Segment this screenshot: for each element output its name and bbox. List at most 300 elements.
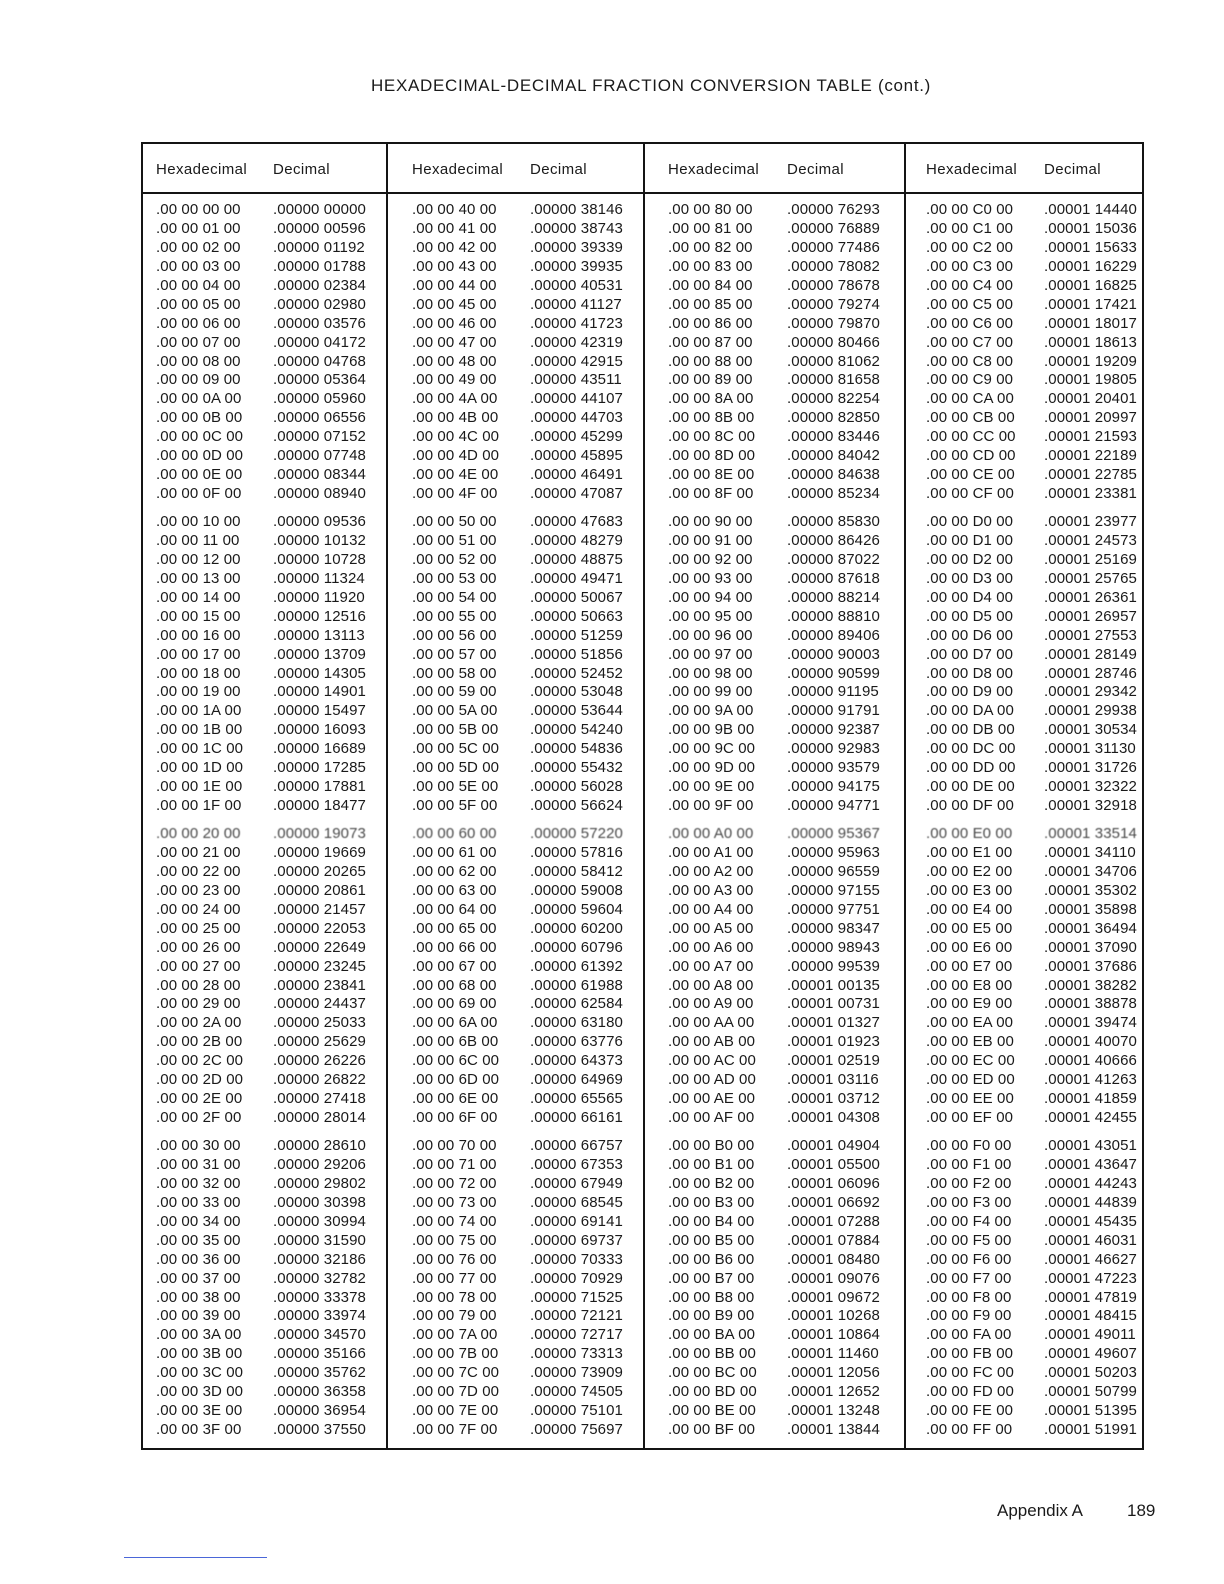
decimal-value: .00000 66757 — [530, 1137, 623, 1154]
decimal-value: .00000 25629 — [273, 1033, 366, 1051]
hex-value: .00 00 90 00 — [668, 513, 753, 530]
hex-value: .00 00 52 00 — [412, 550, 497, 568]
table-row — [906, 1109, 1142, 1128]
hex-value: .00 00 72 00 — [412, 1174, 497, 1192]
table-row — [143, 315, 386, 334]
table-row — [388, 1156, 643, 1175]
decimal-value: .00001 31726 — [1044, 759, 1137, 777]
table-row — [388, 740, 643, 759]
hex-value: .00 00 F4 00 — [926, 1212, 1012, 1230]
table-row — [143, 882, 386, 901]
decimal-value: .00001 28746 — [1044, 664, 1137, 682]
decimal-value: .00001 51395 — [1044, 1402, 1137, 1420]
decimal-value: .00000 65565 — [530, 1090, 623, 1108]
table-row — [645, 1090, 904, 1109]
decimal-value: .00000 88214 — [787, 588, 880, 606]
hex-value: .00 00 46 00 — [412, 314, 497, 332]
table-row — [645, 390, 904, 409]
table-row — [143, 1270, 386, 1289]
hex-value: .00 00 92 00 — [668, 550, 753, 568]
hex-value: .00 00 AF 00 — [668, 1109, 755, 1127]
hex-value: .00 00 AE 00 — [668, 1090, 756, 1108]
hex-value: .00 00 E0 00 — [926, 825, 1013, 842]
hex-value: .00 00 02 00 — [156, 238, 241, 256]
table-row — [906, 1251, 1142, 1270]
decimal-value: .00000 00596 — [273, 219, 366, 237]
hexadecimal-header: Hexadecimal — [926, 161, 1018, 178]
table-row — [143, 702, 386, 721]
hex-value: .00 00 BB 00 — [668, 1345, 756, 1363]
decimal-value: .00001 51991 — [1044, 1421, 1137, 1439]
decimal-value: .00000 56624 — [530, 797, 623, 815]
hex-value: .00 00 36 00 — [156, 1250, 241, 1268]
table-row — [143, 646, 386, 665]
decimal-value: .00000 41127 — [530, 295, 622, 313]
decimal-value: .00000 19669 — [273, 843, 366, 861]
decimal-value: .00000 39935 — [530, 257, 623, 275]
hex-value: .00 00 DD 00 — [926, 759, 1016, 777]
decimal-value: .00001 07884 — [787, 1231, 880, 1249]
table-row — [143, 1090, 386, 1109]
hex-value: .00 00 42 00 — [412, 238, 497, 256]
hex-value: .00 00 F7 00 — [926, 1269, 1012, 1287]
hex-value: .00 00 3A 00 — [156, 1326, 242, 1344]
decimal-value: .00001 26957 — [1044, 607, 1137, 625]
table-row — [143, 513, 386, 532]
decimal-value: .00000 09536 — [273, 513, 366, 530]
table-block — [388, 201, 643, 504]
decimal-value: .00000 87618 — [787, 569, 880, 587]
decimal-value: .00001 09672 — [787, 1288, 880, 1306]
hex-value: .00 00 78 00 — [412, 1288, 497, 1306]
table-row — [143, 258, 386, 277]
decimal-value: .00001 33514 — [1044, 825, 1137, 842]
decimal-value: .00001 11460 — [787, 1345, 879, 1363]
table-row — [906, 646, 1142, 665]
decimal-value: .00001 17421 — [1044, 295, 1137, 313]
decimal-value: .00000 16689 — [273, 740, 366, 758]
decimal-value: .00000 37550 — [273, 1421, 366, 1439]
table-row — [143, 485, 386, 504]
decimal-value: .00000 99539 — [787, 957, 880, 975]
table-row — [388, 1345, 643, 1364]
hex-value: .00 00 A6 00 — [668, 938, 754, 956]
table-row — [388, 1402, 643, 1421]
decimal-value: .00000 54240 — [530, 721, 623, 739]
hex-value: .00 00 30 00 — [156, 1137, 241, 1154]
table-row — [143, 353, 386, 372]
table-row — [388, 371, 643, 390]
decimal-value: .00000 14305 — [273, 664, 366, 682]
decimal-value: .00000 68545 — [530, 1193, 623, 1211]
decimal-value: .00001 45435 — [1044, 1212, 1137, 1230]
hex-value: .00 00 B7 00 — [668, 1269, 755, 1287]
hex-value: .00 00 55 00 — [412, 607, 497, 625]
decimal-value: .00001 06096 — [787, 1174, 880, 1192]
hex-value: .00 00 E4 00 — [926, 900, 1013, 918]
hex-value: .00 00 32 00 — [156, 1174, 241, 1192]
hex-value: .00 00 FD 00 — [926, 1383, 1014, 1401]
decimal-value: .00000 72717 — [530, 1326, 623, 1344]
table-row — [388, 882, 643, 901]
decimal-value: .00000 72121 — [530, 1307, 623, 1325]
table-row — [143, 1402, 386, 1421]
decimal-value: .00000 51259 — [530, 626, 623, 644]
hex-value: .00 00 79 00 — [412, 1307, 497, 1325]
decimal-value: .00000 54836 — [530, 740, 623, 758]
decimal-value: .00001 01923 — [787, 1033, 880, 1051]
hex-value: .00 00 50 00 — [412, 513, 497, 530]
table-block — [906, 513, 1142, 816]
table-row — [143, 759, 386, 778]
hex-value: .00 00 C1 00 — [926, 219, 1014, 237]
decimal-value: .00000 98347 — [787, 919, 880, 937]
hex-value: .00 00 03 00 — [156, 257, 241, 275]
hex-value: .00 00 59 00 — [412, 683, 497, 701]
table-row — [645, 513, 904, 532]
table-row — [143, 1052, 386, 1071]
hex-value: .00 00 C2 00 — [926, 238, 1014, 256]
table-row — [906, 702, 1142, 721]
decimal-value: .00001 50799 — [1044, 1383, 1137, 1401]
table-block — [388, 1137, 643, 1440]
hex-value: .00 00 5F 00 — [412, 797, 498, 815]
hex-value: .00 00 D1 00 — [926, 531, 1014, 549]
hex-value: .00 00 24 00 — [156, 900, 241, 918]
decimal-value: .00001 50203 — [1044, 1364, 1137, 1382]
table-row — [388, 759, 643, 778]
hex-value: .00 00 C3 00 — [926, 257, 1014, 275]
decimal-value: .00000 11324 — [273, 569, 365, 587]
hex-value: .00 00 A7 00 — [668, 957, 754, 975]
decimal-value: .00000 28014 — [273, 1109, 366, 1127]
table-row — [388, 1307, 643, 1326]
table-row — [388, 1213, 643, 1232]
hex-value: .00 00 7D 00 — [412, 1383, 500, 1401]
table-row — [143, 958, 386, 977]
decimal-value: .00000 30398 — [273, 1193, 366, 1211]
hex-value: .00 00 11 00 — [156, 531, 240, 549]
table-row — [143, 466, 386, 485]
decimal-value: .00001 38878 — [1044, 995, 1137, 1013]
hex-value: .00 00 2E 00 — [156, 1090, 243, 1108]
hex-value: .00 00 2A 00 — [156, 1014, 242, 1032]
table-row — [906, 201, 1142, 220]
hex-value: .00 00 F1 00 — [926, 1155, 1012, 1173]
hex-value: .00 00 58 00 — [412, 664, 497, 682]
decimal-value: .00000 48279 — [530, 531, 623, 549]
table-row — [388, 665, 643, 684]
table-row — [645, 844, 904, 863]
hex-value: .00 00 B4 00 — [668, 1212, 755, 1230]
decimal-value: .00001 40070 — [1044, 1033, 1137, 1051]
decimal-value: .00001 39474 — [1044, 1014, 1137, 1032]
hex-value: .00 00 EC 00 — [926, 1052, 1015, 1070]
decimal-value: .00001 15633 — [1044, 238, 1137, 256]
decimal-value: .00000 17285 — [273, 759, 366, 777]
table-row — [906, 1232, 1142, 1251]
decimal-value: .00001 22785 — [1044, 466, 1137, 484]
decimal-value: .00000 81062 — [787, 352, 880, 370]
decimal-value: .00000 63776 — [530, 1033, 623, 1051]
table-row — [906, 353, 1142, 372]
decimal-value: .00000 33378 — [273, 1288, 366, 1306]
hex-value: .00 00 AA 00 — [668, 1014, 755, 1032]
table-row — [645, 1383, 904, 1402]
table-row — [143, 1194, 386, 1213]
hex-value: .00 00 61 00 — [412, 843, 497, 861]
table-row — [906, 1402, 1142, 1421]
decimal-value: .00001 47223 — [1044, 1269, 1137, 1287]
hex-value: .00 00 3B 00 — [156, 1345, 243, 1363]
table-row — [906, 608, 1142, 627]
table-row — [645, 646, 904, 665]
table-row — [645, 627, 904, 646]
hex-value: .00 00 2D 00 — [156, 1071, 244, 1089]
table-row — [645, 1156, 904, 1175]
table-row — [645, 920, 904, 939]
hex-value: .00 00 E2 00 — [926, 862, 1013, 880]
decimal-value: .00001 12652 — [787, 1383, 880, 1401]
decimal-value: .00000 93579 — [787, 759, 880, 777]
table-row — [143, 608, 386, 627]
table-row — [645, 353, 904, 372]
hex-value: .00 00 70 00 — [412, 1137, 497, 1154]
hex-value: .00 00 FA 00 — [926, 1326, 1012, 1344]
table-row — [645, 1137, 904, 1156]
table-row — [388, 1326, 643, 1345]
hex-value: .00 00 0D 00 — [156, 447, 244, 465]
table-row — [143, 1071, 386, 1090]
decimal-value: .00000 97751 — [787, 900, 880, 918]
hex-value: .00 00 2F 00 — [156, 1109, 242, 1127]
decimal-value: .00001 16825 — [1044, 276, 1137, 294]
hex-value: .00 00 F6 00 — [926, 1250, 1012, 1268]
hex-value: .00 00 E5 00 — [926, 919, 1013, 937]
decimal-value: .00000 43511 — [530, 371, 622, 389]
table-row — [388, 721, 643, 740]
table-row — [388, 334, 643, 353]
table-row — [388, 570, 643, 589]
decimal-value: .00000 21457 — [273, 900, 366, 918]
table-row — [143, 428, 386, 447]
decimal-value: .00000 38743 — [530, 219, 623, 237]
hex-value: .00 00 AB 00 — [668, 1033, 756, 1051]
decimal-value: .00001 21593 — [1044, 428, 1137, 446]
table-row — [143, 1345, 386, 1364]
hex-value: .00 00 C4 00 — [926, 276, 1014, 294]
table-row — [906, 532, 1142, 551]
hex-value: .00 00 45 00 — [412, 295, 497, 313]
table-row — [388, 1052, 643, 1071]
scan-artifact-line — [124, 1557, 267, 1558]
decimal-value: .00000 42319 — [530, 333, 623, 351]
hex-value: .00 00 1B 00 — [156, 721, 243, 739]
decimal-value: .00000 78678 — [787, 276, 880, 294]
table-row — [645, 995, 904, 1014]
table-row — [906, 977, 1142, 996]
table-row — [645, 778, 904, 797]
decimal-header: Decimal — [1044, 161, 1101, 178]
hex-value: .00 00 05 00 — [156, 295, 241, 313]
hex-value: .00 00 75 00 — [412, 1231, 497, 1249]
table-row — [645, 485, 904, 504]
table-row — [906, 995, 1142, 1014]
hex-value: .00 00 5A 00 — [412, 702, 498, 720]
table-row — [388, 1270, 643, 1289]
table-row — [645, 551, 904, 570]
decimal-value: .00000 73909 — [530, 1364, 623, 1382]
hex-value: .00 00 33 00 — [156, 1193, 241, 1211]
table-row — [906, 627, 1142, 646]
decimal-value: .00001 24573 — [1044, 531, 1137, 549]
decimal-value: .00000 76889 — [787, 219, 880, 237]
table-row — [143, 721, 386, 740]
decimal-value: .00001 46627 — [1044, 1250, 1137, 1268]
decimal-value: .00000 45895 — [530, 447, 623, 465]
hex-value: .00 00 68 00 — [412, 976, 497, 994]
table-row — [645, 1270, 904, 1289]
table-row — [645, 1033, 904, 1052]
hex-value: .00 00 D9 00 — [926, 683, 1014, 701]
decimal-value: .00000 70929 — [530, 1269, 623, 1287]
hex-value: .00 00 73 00 — [412, 1193, 497, 1211]
hex-value: .00 00 0A 00 — [156, 390, 242, 408]
table-row — [645, 958, 904, 977]
table-row — [645, 1421, 904, 1440]
decimal-value: .00001 19209 — [1044, 352, 1137, 370]
hexadecimal-header: Hexadecimal — [668, 161, 760, 178]
table-row — [906, 1175, 1142, 1194]
hex-value: .00 00 9A 00 — [668, 702, 754, 720]
hex-value: .00 00 9C 00 — [668, 740, 756, 758]
table-row — [388, 1109, 643, 1128]
decimal-value: .00000 20861 — [273, 881, 366, 899]
table-row — [388, 315, 643, 334]
hex-value: .00 00 B9 00 — [668, 1307, 755, 1325]
decimal-value: .00000 27418 — [273, 1090, 366, 1108]
decimal-value: .00000 12516 — [273, 607, 366, 625]
table-block — [143, 825, 386, 1128]
table-row — [388, 778, 643, 797]
table-row — [906, 901, 1142, 920]
hex-value: .00 00 DF 00 — [926, 797, 1014, 815]
decimal-value: .00001 20997 — [1044, 409, 1137, 427]
table-row — [906, 1213, 1142, 1232]
decimal-value: .00000 75101 — [530, 1402, 623, 1420]
hex-value: .00 00 E6 00 — [926, 938, 1013, 956]
hexadecimal-header: Hexadecimal — [412, 161, 504, 178]
table-row — [906, 1090, 1142, 1109]
hex-value: .00 00 07 00 — [156, 333, 241, 351]
hex-value: .00 00 87 00 — [668, 333, 753, 351]
decimal-value: .00000 90003 — [787, 645, 880, 663]
table-row — [906, 1326, 1142, 1345]
table-row — [645, 1251, 904, 1270]
table-row — [143, 1033, 386, 1052]
decimal-value: .00000 15497 — [273, 702, 366, 720]
table-row — [645, 466, 904, 485]
table-row — [143, 277, 386, 296]
decimal-value: .00000 26822 — [273, 1071, 366, 1089]
decimal-value: .00000 48875 — [530, 550, 623, 568]
decimal-value: .00000 13113 — [273, 626, 365, 644]
hex-value: .00 00 83 00 — [668, 257, 753, 275]
hex-value: .00 00 53 00 — [412, 569, 497, 587]
table-row — [906, 939, 1142, 958]
decimal-value: .00000 79870 — [787, 314, 880, 332]
table-row — [645, 797, 904, 816]
table-row — [645, 428, 904, 447]
hex-value: .00 00 7C 00 — [412, 1364, 500, 1382]
decimal-value: .00001 01327 — [787, 1014, 880, 1032]
decimal-value: .00000 62584 — [530, 995, 623, 1013]
table-row — [645, 570, 904, 589]
table-row — [906, 1137, 1142, 1156]
hex-value: .00 00 49 00 — [412, 371, 497, 389]
decimal-value: .00001 46031 — [1044, 1231, 1137, 1249]
conversion-table — [141, 142, 1144, 1450]
table-row — [388, 532, 643, 551]
decimal-value: .00000 45299 — [530, 428, 623, 446]
decimal-value: .00000 39339 — [530, 238, 623, 256]
decimal-value: .00000 56028 — [530, 778, 623, 796]
decimal-value: .00000 50663 — [530, 607, 623, 625]
hex-value: .00 00 60 00 — [412, 825, 497, 842]
table-block — [143, 1137, 386, 1440]
decimal-value: .00000 29802 — [273, 1174, 366, 1192]
hex-value: .00 00 44 00 — [412, 276, 497, 294]
table-block — [143, 201, 386, 504]
decimal-value: .00000 04768 — [273, 352, 366, 370]
hex-value: .00 00 14 00 — [156, 588, 241, 606]
hex-value: .00 00 C5 00 — [926, 295, 1014, 313]
hex-value: .00 00 E1 00 — [926, 843, 1013, 861]
table-row — [906, 1421, 1142, 1440]
table-row — [906, 844, 1142, 863]
decimal-value: .00000 23245 — [273, 957, 366, 975]
decimal-value: .00001 43647 — [1044, 1155, 1137, 1173]
hex-value: .00 00 6D 00 — [412, 1071, 500, 1089]
hex-value: .00 00 A9 00 — [668, 995, 754, 1013]
table-row — [143, 589, 386, 608]
hex-value: .00 00 0C 00 — [156, 428, 244, 446]
hex-value: .00 00 6F 00 — [412, 1109, 498, 1127]
decimal-value: .00000 58412 — [530, 862, 623, 880]
hex-value: .00 00 BF 00 — [668, 1421, 756, 1439]
decimal-value: .00000 67353 — [530, 1155, 623, 1173]
table-row — [388, 825, 643, 844]
hex-value: .00 00 DA 00 — [926, 702, 1014, 720]
table-row — [645, 1109, 904, 1128]
hex-value: .00 00 10 00 — [156, 513, 241, 530]
hex-value: .00 00 51 00 — [412, 531, 497, 549]
table-row — [906, 1071, 1142, 1090]
hex-value: .00 00 63 00 — [412, 881, 497, 899]
decimal-value: .00000 55432 — [530, 759, 623, 777]
hex-value: .00 00 CE 00 — [926, 466, 1015, 484]
table-row — [388, 258, 643, 277]
hex-value: .00 00 23 00 — [156, 881, 241, 899]
decimal-value: .00000 92983 — [787, 740, 880, 758]
decimal-value: .00001 18017 — [1044, 314, 1137, 332]
hex-value: .00 00 8C 00 — [668, 428, 756, 446]
decimal-value: .00000 64373 — [530, 1052, 623, 1070]
hex-value: .00 00 A5 00 — [668, 919, 754, 937]
hex-value: .00 00 EE 00 — [926, 1090, 1014, 1108]
table-row — [388, 353, 643, 372]
table-row — [906, 315, 1142, 334]
